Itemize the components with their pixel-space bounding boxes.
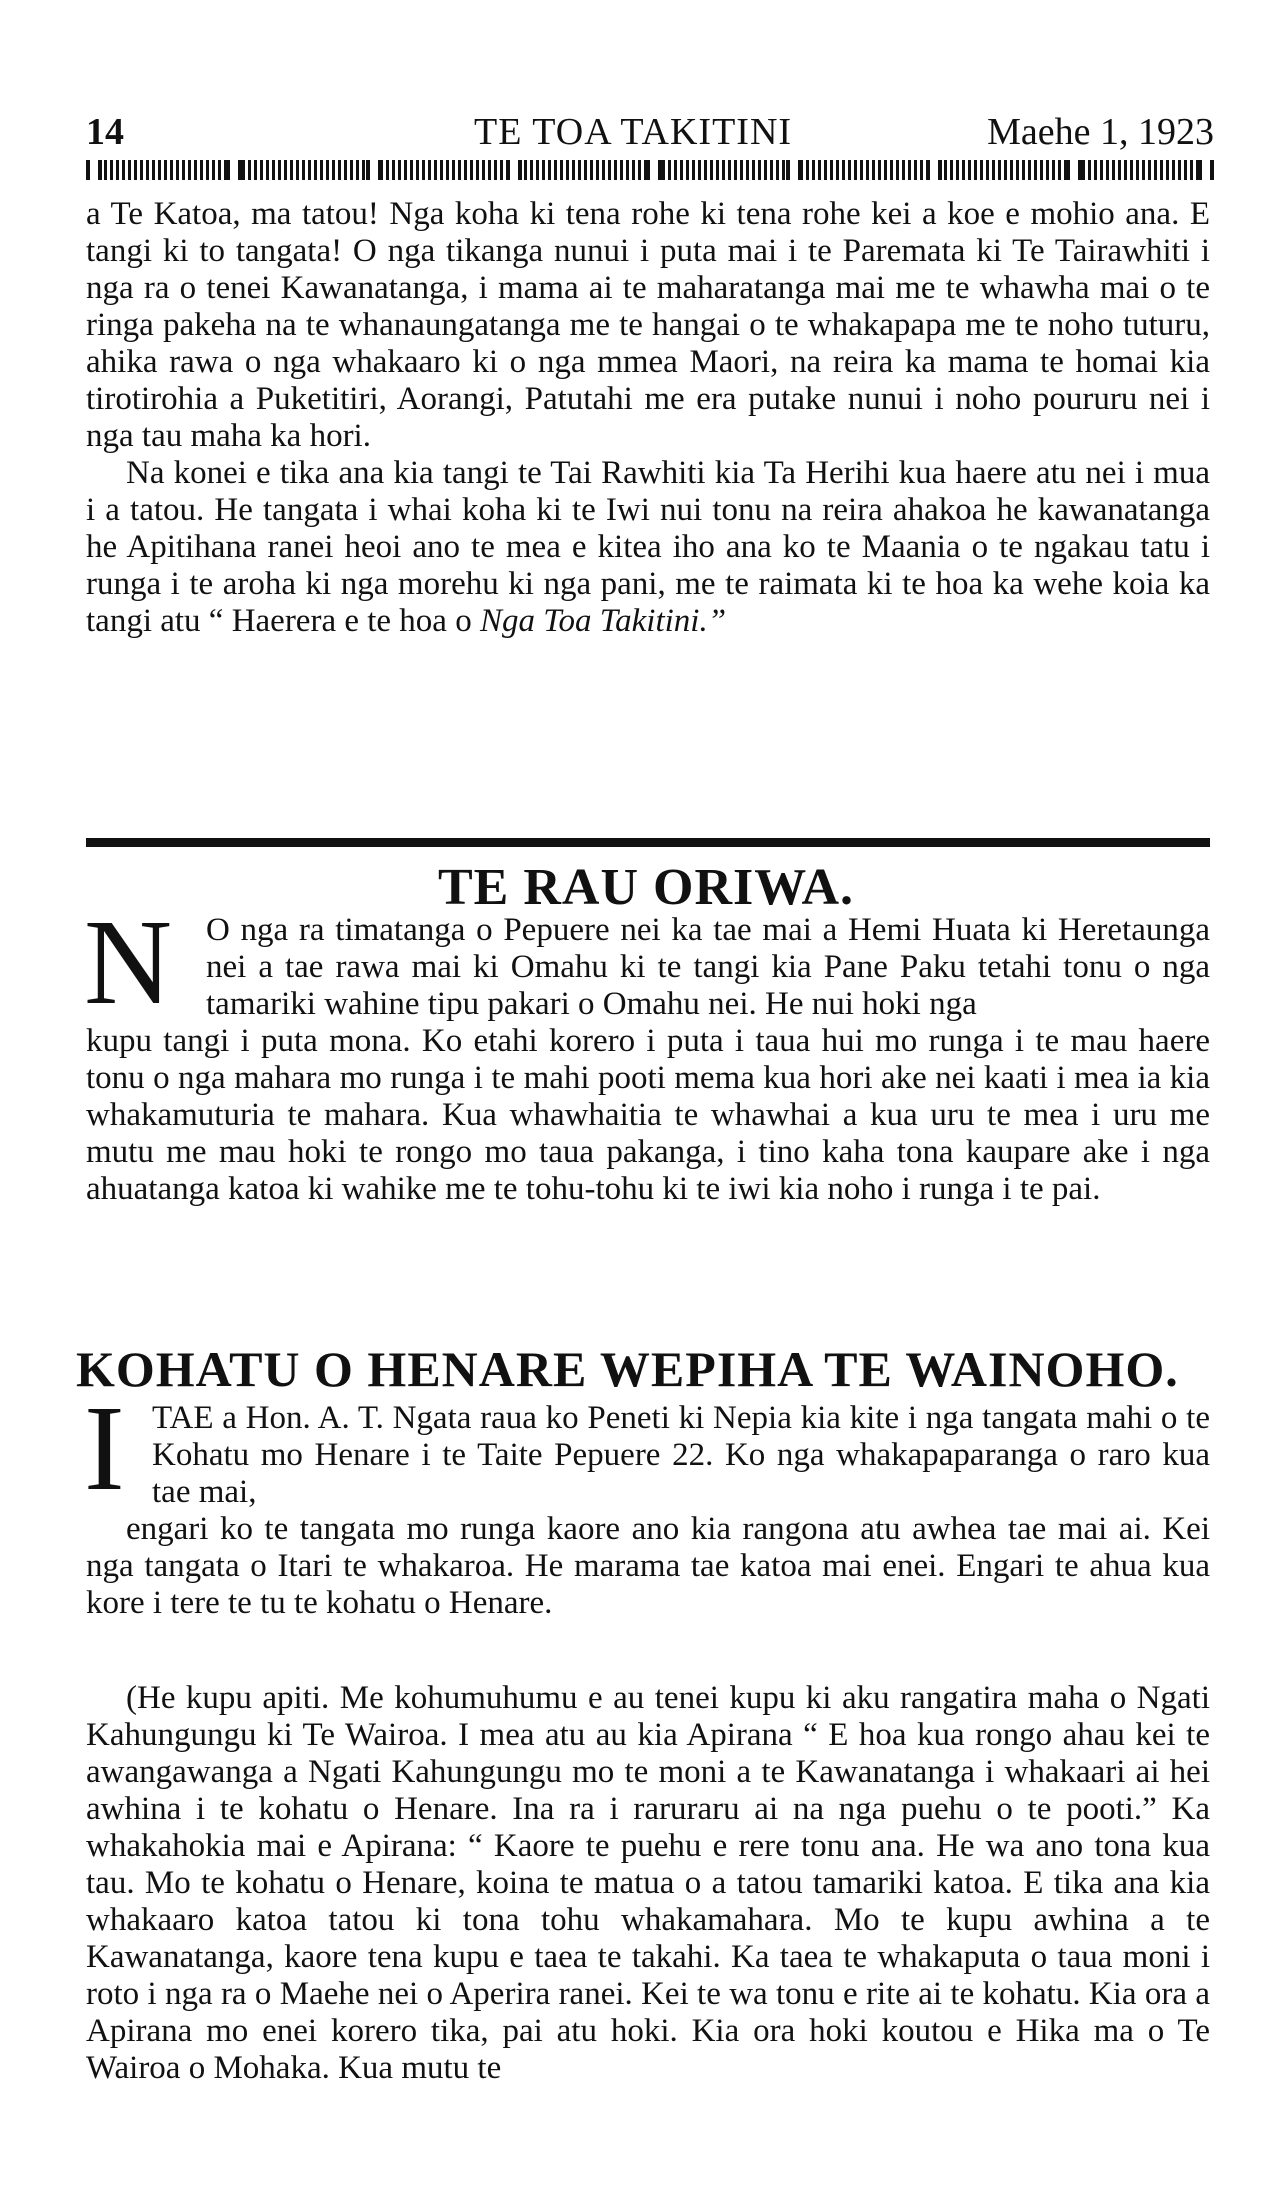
section2-lead: TAE a Hon. A. T. Ngata raua ko Peneti ki Nepia kia kite i nga tangata mahi o te Kohatu mo Henare i te Taite Pepuere 22. Ko nga whakapaparanga o raro kua tae mai, bbox=[152, 1400, 1210, 1510]
intro-paragraph-2 bbox=[86, 455, 1210, 640]
section-te-rau-oriwa bbox=[86, 912, 1210, 1208]
decorative-header-rule bbox=[86, 160, 1214, 180]
section1-body: kupu tangi i puta mona. Ko etahi korero i puta i taua hui mo runga i te mau haere tonu o nga mahara mo runga i te mahi pooti mema kua hori ake nei kaati i mea ia kia whakamuturia te mahara. Kua whawhaitia te whawhai a kua uru te mea i uru me mutu me mau hoki te rongo mo taua pakanga, i tino kaha tona kaupare ake i nga ahuatanga katoa ki wahike me te tohu-tohu ki te iwi kia noho i runga i te pai. bbox=[86, 1023, 1210, 1207]
section1-lead: O nga ra timatanga o Pepuere nei ka tae mai a Hemi Huata ki Heretaunga nei a tae rawa mai ki Omahu ki te tangi kia Pane Paku tetahi tonu o nga tamariki wahine tipu pakari o Omahu nei. He nui hoki nga bbox=[206, 912, 1210, 1022]
section-heading-te-rau-oriwa: TE RAU ORIWA. bbox=[438, 859, 855, 916]
drop-cap-n: N bbox=[84, 895, 173, 1030]
intro-paragraph-2-text: Na konei e tika ana kia tangi te Tai Rawhiti kia Ta Herihi kua haere atu nei i mua i a tatou. He tangata i whai koha ki te Iwi nui tonu na reira ahakoa he kawanatanga he Apitihana ranei heoi ano te mea e kitea iho ana ko te Maania o te ngakau tatu i runga i te aroha ki nga morehu ki nga pani, me te raimata ki te hoa ka wehe koia ka tangi atu “ Haerera e te hoa o bbox=[86, 455, 1210, 639]
publication-title: TE TOA TAKITINI bbox=[474, 111, 793, 153]
page-header bbox=[86, 110, 1214, 162]
intro-article bbox=[86, 196, 1210, 640]
drop-cap-i: I bbox=[84, 1381, 125, 1516]
issue-date: Maehe 1, 1923 bbox=[987, 111, 1214, 153]
intro-paragraph-1: a Te Katoa, ma tatou! Nga koha ki tena rohe ki tena rohe kei a koe e mohio ana. E tangi ki to tangata! O nga tikanga nunui i puta mai i te Paremata ki Te Tairawhiti i nga ra o tenei Kawanatanga, i mama ai te maharatanga mai me te whawha mai o te ringa pakeha na te whanaungatanga me te hangai o te whakapapa me te noho tuturu, ahika rawa o nga whakaaro ki o nga mmea Maori, na reira ka mama te homai kia tirotirohia a Puketitiri, Aorangi, Patutahi me era putake nunui i noho poururu nei i nga tau maha ka hori. bbox=[86, 196, 1210, 454]
page-number: 14 bbox=[86, 111, 124, 153]
intro-paragraph-2-end: Nga Toa Takitini.” bbox=[479, 603, 727, 639]
section2-body: engari ko te tangata mo runga kaore ano kia rangona atu awhea tae mai ai. Kei nga tangata o Itari te whakaroa. He marama tae katoa mai enei. Engari te ahua kua kore i tere te tu te kohatu o Henare. bbox=[86, 1511, 1210, 1621]
section2-apiti: (He kupu apiti. Me kohumuhumu e au tenei kupu ki aku rangatira maha o Ngati Kahungungu ki Te Wairoa. I mea atu au kia Apirana “ E hoa kua rongo ahau kei te awangawanga a Ngati Kahungungu mo te moni a te Kawanatanga i whakaari ai hei awhina i te kohatu o Henare. Ina ra i raruraru ai na nga puehu o te pooti.” Ka whakahokia mai e Apirana: “ Kaore te puehu e rere tonu ana. He wa ano tona kua tau. Mo te kohatu o Henare, koina te matua o a tatou tamariki katoa. E tika ana kia whakaaro katoa tatou ki tona tohu whakamahara. Mo te kupu awhina a te Kawanatanga, kaore tena kupu e taea te takahi. Ka taea te whakaputa o taua moni i roto i nga ra o Maehe nei o Aperira ranei. Kei te wa tonu e rite ai te kohatu. Kia ora a Apirana mo enei korero tika, pai atu hoki. Kia ora hoki koutou e Hika ma o Te Wairoa o Mohaka. Kua mutu te bbox=[86, 1680, 1210, 2086]
section-heading-kohatu: KOHATU O HENARE WEPIHA TE WAINOHO. bbox=[76, 1341, 1179, 1397]
section-apiti bbox=[86, 1680, 1210, 2087]
section-kohatu bbox=[86, 1400, 1210, 1622]
section-divider bbox=[86, 838, 1210, 847]
